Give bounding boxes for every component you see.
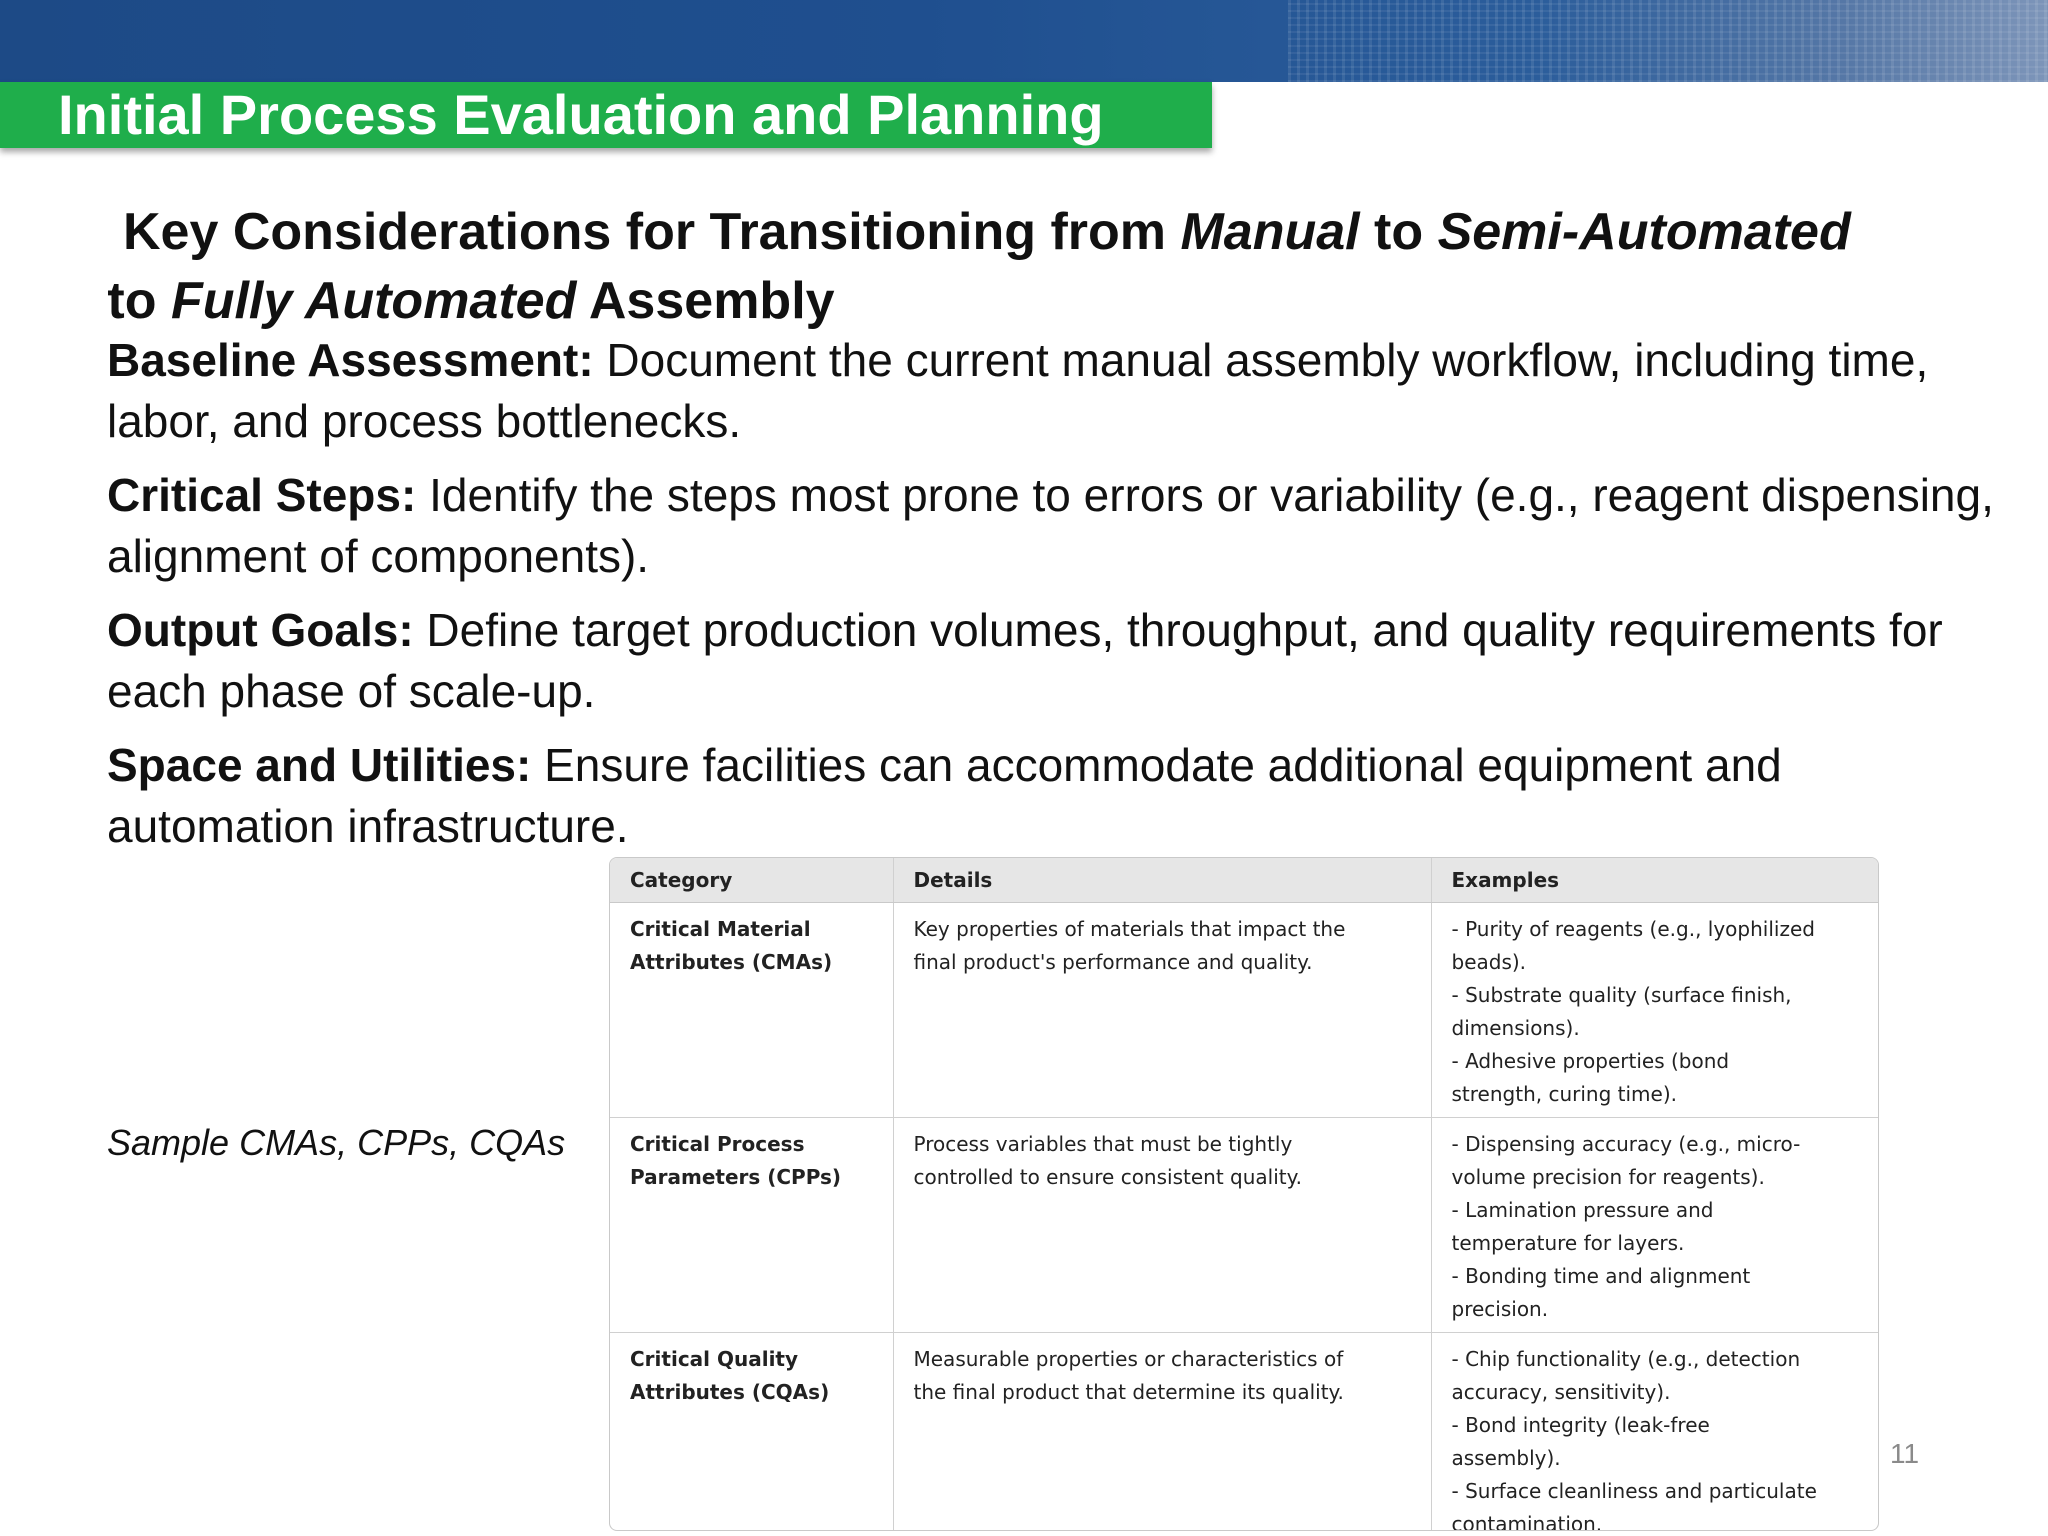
cell-examples <box>1431 1333 1878 1532</box>
heading-part-3: to <box>107 272 171 330</box>
slide-title: Initial Process Evaluation and Planning <box>58 83 1104 146</box>
page-number: 11 <box>1890 1438 1920 1469</box>
table-row <box>610 903 1878 1118</box>
point-text: Identify the steps most prone to errors or variability (e.g., reagent dispensing, alignment of components). <box>107 469 1994 582</box>
slide-heading <box>107 198 1983 336</box>
point-text: Ensure facilities can accommodate additional equipment and automation infrastructure. <box>107 739 1782 852</box>
cell-line: Parameters (CPPs) <box>630 1165 842 1189</box>
cell-details <box>893 1333 1431 1532</box>
cell-line: - Surface cleanliness and particulate <box>1451 1479 1817 1503</box>
cell-line: - Substrate quality (surface finish, <box>1451 983 1792 1007</box>
point-critical-steps <box>107 465 2007 587</box>
cell-line: Attributes (CQAs) <box>630 1380 830 1404</box>
cell-examples <box>1431 1118 1878 1333</box>
cell-line: - Adhesive properties (bond <box>1451 1049 1730 1073</box>
table-row <box>610 1333 1878 1532</box>
cell-line: dimensions). <box>1451 1016 1580 1040</box>
cell-line: Measurable properties or characteristics of <box>913 1347 1344 1371</box>
key-points <box>107 330 2007 870</box>
point-label: Baseline Assessment: <box>107 334 594 386</box>
point-text: Document the current manual assembly workflow, including time, labor, and process bottlenecks. <box>107 334 1929 447</box>
header-category: Category <box>610 858 893 903</box>
cell-line: Critical Material <box>630 917 811 941</box>
cell-line: volume precision for reagents). <box>1451 1165 1765 1189</box>
heading-part-1: Key Considerations for Transitioning from <box>123 203 1181 261</box>
table-row <box>610 1118 1878 1333</box>
cell-line: assembly). <box>1451 1446 1561 1470</box>
cell-line: temperature for layers. <box>1451 1231 1685 1255</box>
cell-line: precision. <box>1451 1297 1549 1321</box>
cell-line: - Lamination pressure and <box>1451 1198 1714 1222</box>
heading-italic-semi-automated: Semi-Automated <box>1437 203 1851 261</box>
point-label: Space and Utilities: <box>107 739 532 791</box>
point-text: Define target production volumes, throughput, and quality requirements for each phase of scale-up. <box>107 604 1943 717</box>
cell-line: Key properties of materials that impact the <box>913 917 1346 941</box>
cell-line: strength, curing time). <box>1451 1082 1677 1106</box>
cell-category <box>610 1118 893 1333</box>
cell-line: accuracy, sensitivity). <box>1451 1380 1671 1404</box>
attributes-table <box>609 857 1879 1531</box>
cell-examples <box>1431 903 1878 1118</box>
point-space-and-utilities <box>107 735 2007 857</box>
point-label: Critical Steps: <box>107 469 417 521</box>
header-details: Details <box>893 858 1431 903</box>
heading-part-2: to <box>1359 203 1438 261</box>
cell-line: Process variables that must be tightly <box>913 1132 1293 1156</box>
top-banner <box>0 0 2048 82</box>
heading-italic-fully-automated: Fully Automated <box>170 272 577 330</box>
cell-line: - Bond integrity (leak-free <box>1451 1413 1710 1437</box>
cell-line: Attributes (CMAs) <box>630 950 833 974</box>
cell-details <box>893 903 1431 1118</box>
sample-caption: Sample CMAs, CPPs, CQAs <box>107 1122 566 1163</box>
cell-line: - Purity of reagents (e.g., lyophilized <box>1451 917 1815 941</box>
point-label: Output Goals: <box>107 604 414 656</box>
cell-line: final product's performance and quality. <box>913 950 1313 974</box>
cell-line: - Dispensing accuracy (e.g., micro- <box>1451 1132 1801 1156</box>
cell-line: contamination. <box>1451 1512 1603 1531</box>
banner-texture <box>1288 0 2048 82</box>
point-output-goals <box>107 600 2007 722</box>
heading-italic-manual: Manual <box>1180 203 1360 261</box>
cell-category <box>610 1333 893 1532</box>
table-header-row <box>610 858 1878 903</box>
cell-line: controlled to ensure consistent quality. <box>913 1165 1302 1189</box>
point-baseline-assessment <box>107 330 2007 452</box>
cell-details <box>893 1118 1431 1333</box>
cell-line: - Bonding time and alignment <box>1451 1264 1751 1288</box>
heading-part-4: Assembly <box>576 272 835 330</box>
cell-line: Critical Quality <box>630 1347 799 1371</box>
cell-line: Critical Process <box>630 1132 805 1156</box>
cell-line: the final product that determine its quality. <box>913 1380 1344 1404</box>
cell-line: beads). <box>1451 950 1527 974</box>
title-bar <box>0 82 1212 148</box>
cell-line: - Chip functionality (e.g., detection <box>1451 1347 1801 1371</box>
cell-category <box>610 903 893 1118</box>
header-examples: Examples <box>1431 858 1878 903</box>
